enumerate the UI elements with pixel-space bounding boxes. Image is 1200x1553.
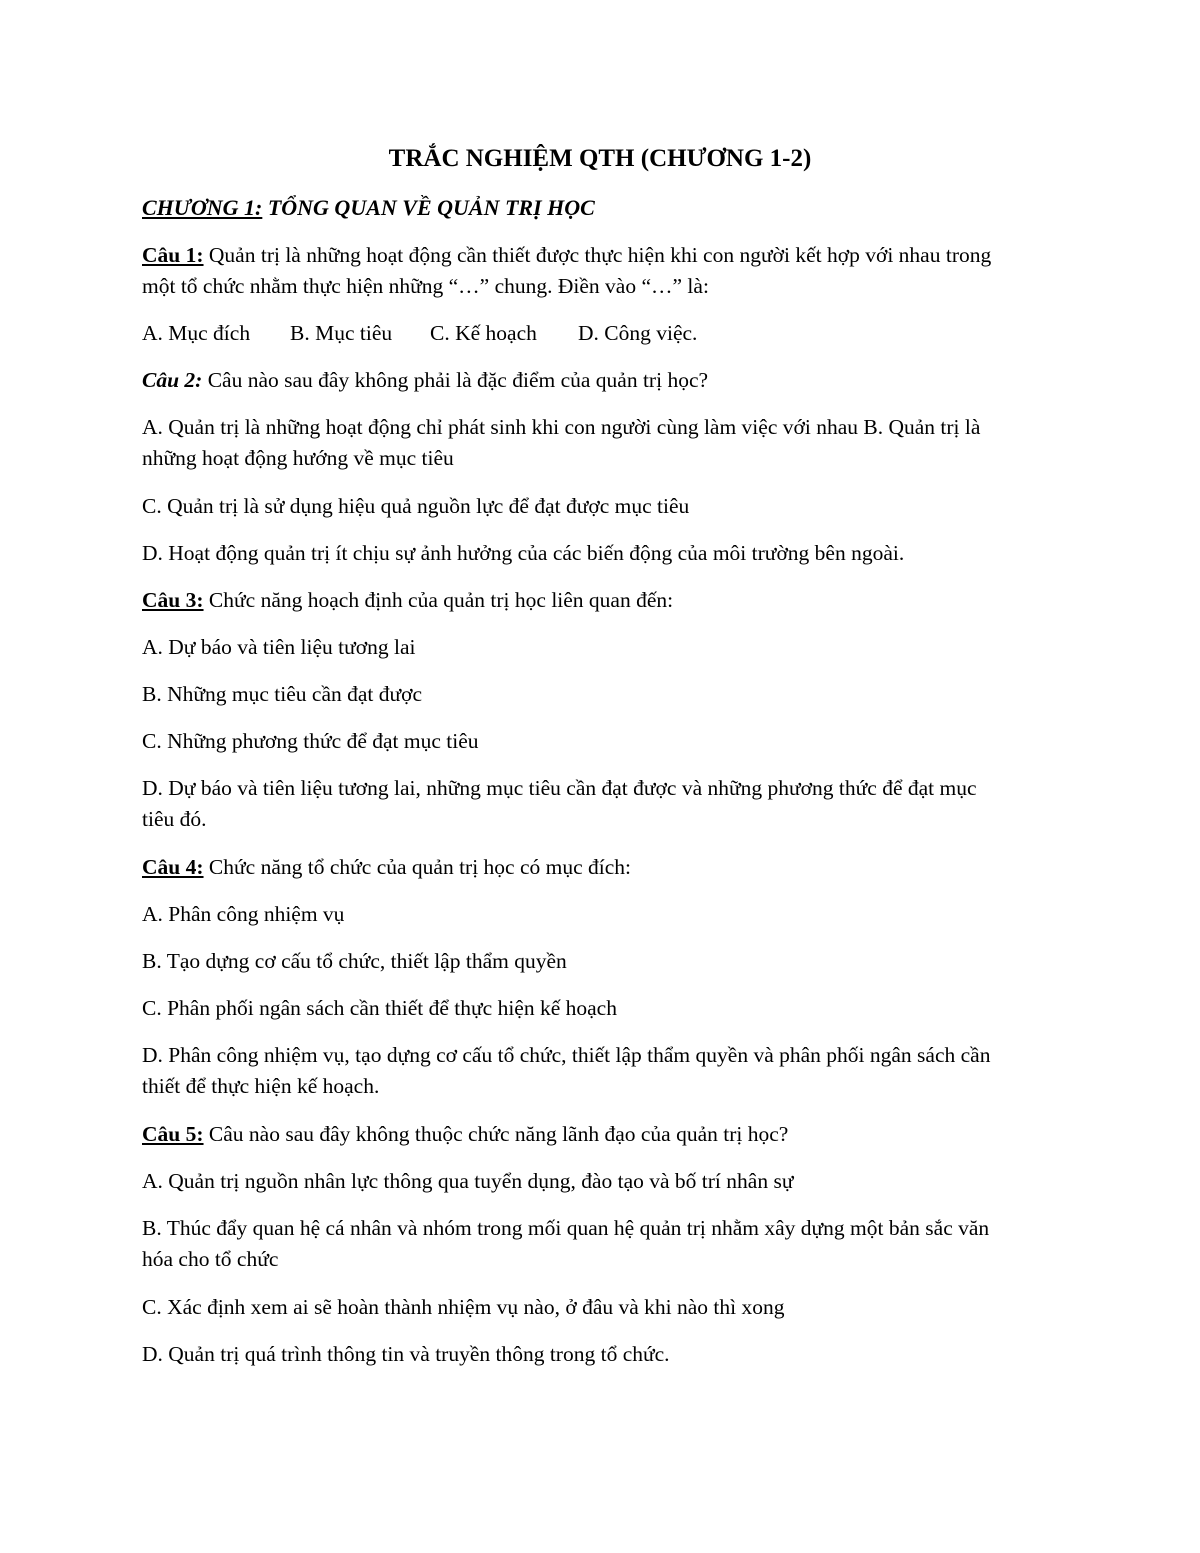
question-1-text-line2: một tổ chức nhằm thực hiện những “…” chung. Điền vào “…” là: [142,274,709,298]
question-3 [142,585,1067,616]
question-5-option-b-line2: hóa cho tổ chức [142,1247,279,1271]
question-1-label: Câu 1: [142,243,204,267]
chapter-heading [142,194,595,222]
question-1-options [142,318,1067,349]
question-4-option-b: B. Tạo dựng cơ cấu tổ chức, thiết lập thẩm quyền [142,949,567,973]
question-5-option-a: A. Quản trị nguồn nhân lực thông qua tuyển dụng, đào tạo và bố trí nhân sự [142,1169,794,1193]
question-4-option-a: A. Phân công nhiệm vụ [142,902,345,926]
question-2-option-ab-line2: những hoạt động hướng về mục tiêu [142,446,454,470]
question-3-option-d-line1: D. Dự báo và tiên liệu tương lai, những mục tiêu cần đạt được và những phương thức để đạt mục [142,776,977,800]
question-4-option-d [142,1040,1067,1102]
question-1-option-b: B. Mục tiêu [290,321,393,345]
question-3-option-c: C. Những phương thức để đạt mục tiêu [142,729,479,753]
question-2 [142,365,1067,396]
question-2-option-ab-line1: A. Quản trị là những hoạt động chỉ phát sinh khi con người cùng làm việc với nhau B. Quản trị là [142,415,981,439]
question-3-option-a: A. Dự báo và tiên liệu tương lai [142,635,416,659]
question-3-option-d [142,773,1067,835]
question-5-label: Câu 5: [142,1122,204,1146]
question-5 [142,1119,1067,1150]
question-2-label: Câu 2: [142,368,203,392]
question-4-option-c: C. Phân phối ngân sách cần thiết để thực hiện kế hoạch [142,996,617,1020]
question-3-option-b: B. Những mục tiêu cần đạt được [142,682,423,706]
question-4 [142,852,1067,883]
question-1-option-d: D. Công việc. [578,321,698,345]
question-1-option-c: C. Kế hoạch [430,321,537,345]
document-title: TRẮC NGHIỆM QTH (CHƯƠNG 1-2) [388,145,812,172]
chapter-label: CHƯƠNG 1: [142,195,263,220]
question-5-option-b [142,1213,1067,1275]
question-4-option-d-line1: D. Phân công nhiệm vụ, tạo dựng cơ cấu tổ chức, thiết lập thẩm quyền và phân phối ngân sách cần [142,1043,991,1067]
question-1-text-line1: Quản trị là những hoạt động cần thiết được thực hiện khi con người kết hợp với nhau trong [203,243,992,267]
question-5-option-c: C. Xác định xem ai sẽ hoàn thành nhiệm vụ nào, ở đâu và khi nào thì xong [142,1295,785,1319]
question-5-option-d: D. Quản trị quá trình thông tin và truyền thông trong tổ chức. [142,1342,670,1366]
question-4-option-d-line2: thiết để thực hiện kế hoạch. [142,1074,380,1098]
question-1 [142,240,1067,302]
question-2-option-ab [142,412,1067,474]
question-5-option-b-line1: B. Thúc đẩy quan hệ cá nhân và nhóm trong mối quan hệ quản trị nhằm xây dựng một bản sắc văn [142,1216,990,1240]
question-1-option-a: A. Mục đích [142,321,251,345]
question-2-option-c: C. Quản trị là sử dụng hiệu quả nguồn lực để đạt được mục tiêu [142,494,690,518]
question-3-text: Chức năng hoạch định của quản trị học liên quan đến: [203,588,674,612]
question-3-label: Câu 3: [142,588,204,612]
question-5-text: Câu nào sau đây không thuộc chức năng lãnh đạo của quản trị học? [203,1122,789,1146]
question-2-text: Câu nào sau đây không phải là đặc điểm của quản trị học? [202,368,709,392]
chapter-title: TỔNG QUAN VỀ QUẢN TRỊ HỌC [262,195,595,220]
question-3-option-d-line2: tiêu đó. [142,807,207,831]
question-2-option-d: D. Hoạt động quản trị ít chịu sự ảnh hưởng của các biến động của môi trường bên ngoài. [142,541,905,565]
question-4-text: Chức năng tổ chức của quản trị học có mục đích: [203,855,632,879]
question-4-label: Câu 4: [142,855,204,879]
